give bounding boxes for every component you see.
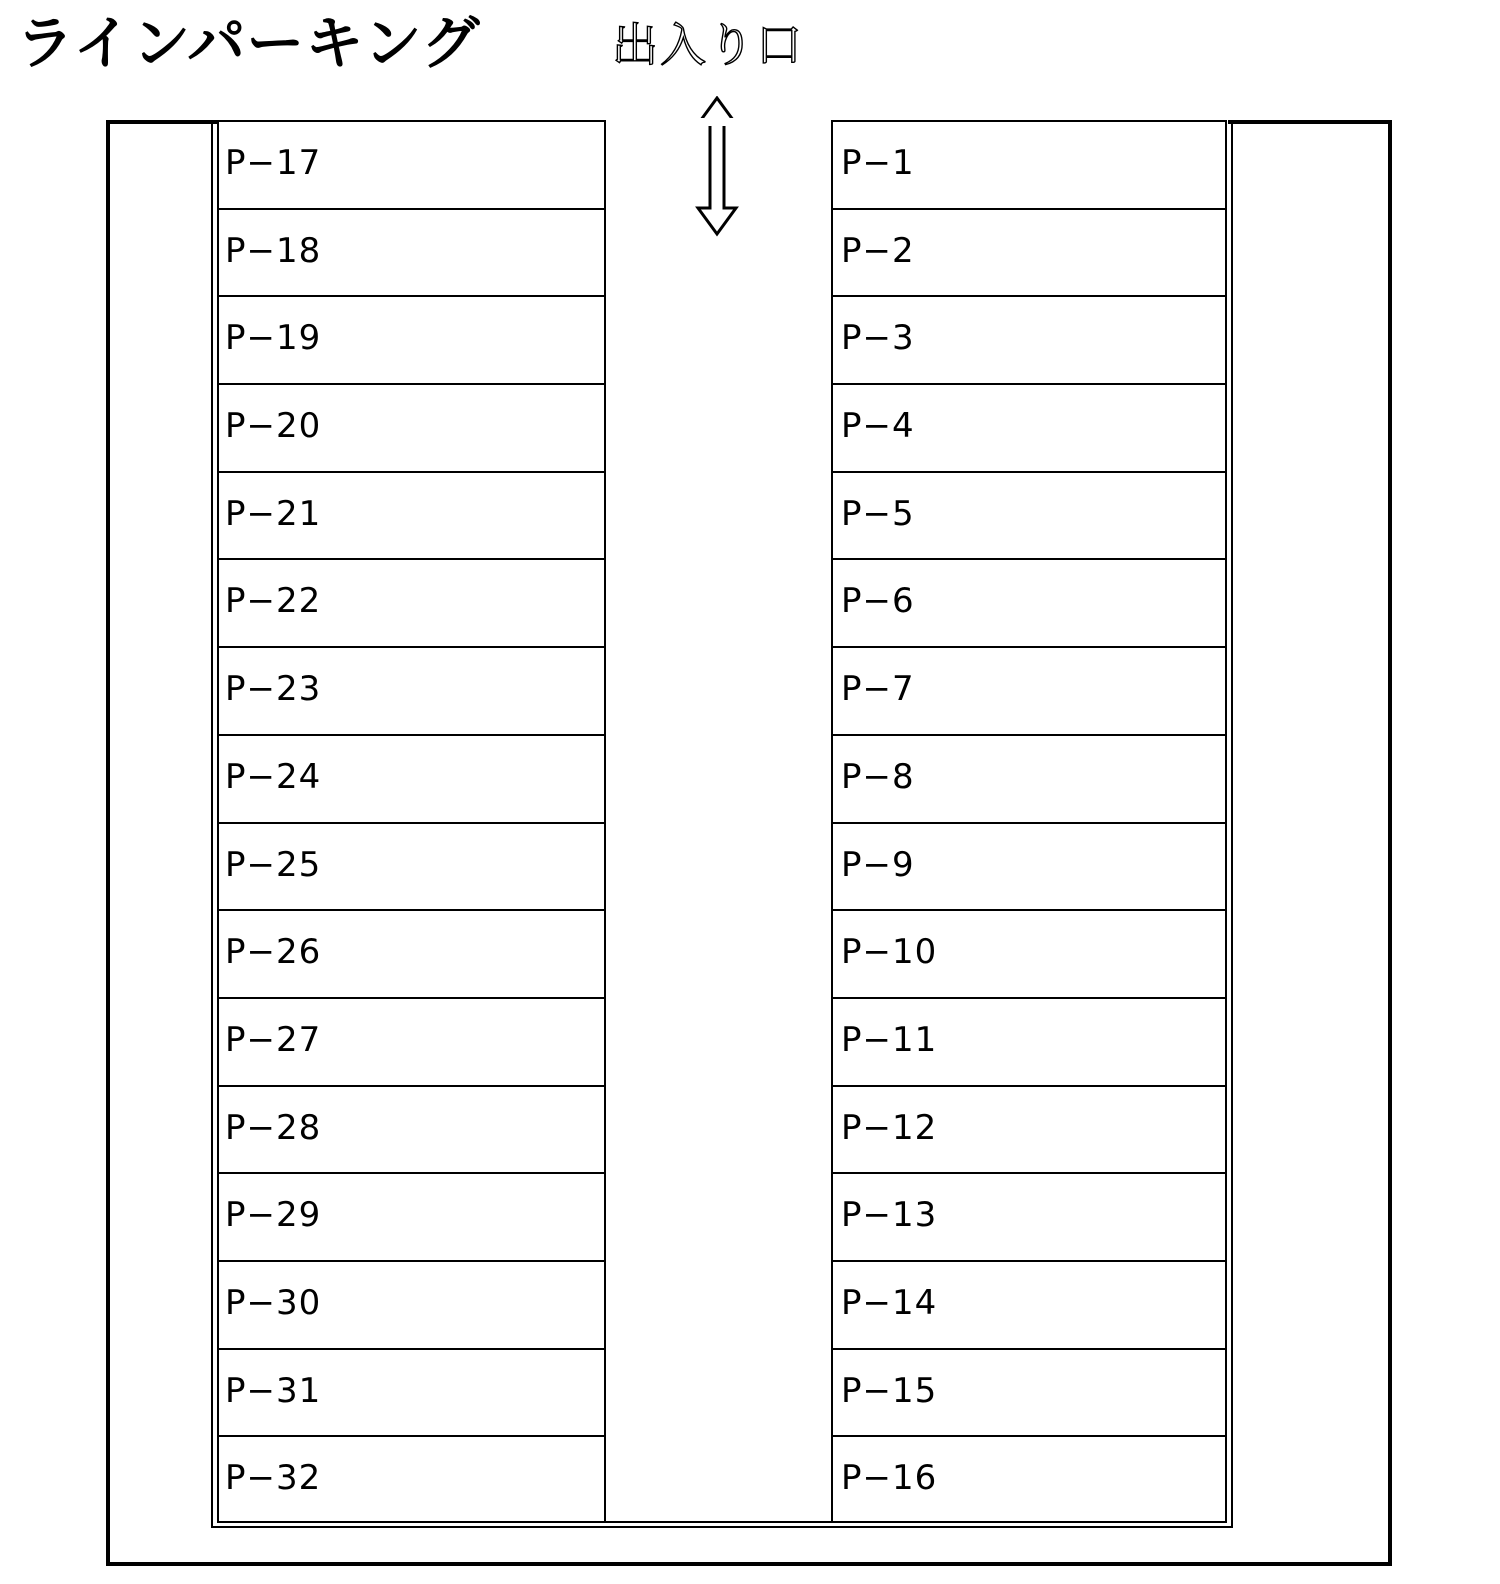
parking-stall[interactable] xyxy=(831,558,1227,646)
parking-stall[interactable] xyxy=(217,208,606,296)
stall-label: P−3 xyxy=(841,318,915,359)
parking-stall[interactable] xyxy=(831,1348,1227,1436)
stall-label: P−9 xyxy=(841,844,915,885)
parking-stall[interactable] xyxy=(217,1260,606,1348)
stall-label: P−27 xyxy=(225,1019,322,1060)
parking-stall[interactable] xyxy=(831,1085,1227,1173)
stall-label: P−6 xyxy=(841,581,915,622)
stall-label: P−20 xyxy=(225,406,322,447)
stall-label: P−29 xyxy=(225,1195,322,1236)
parking-stall[interactable] xyxy=(831,208,1227,296)
parking-stall[interactable] xyxy=(831,734,1227,822)
stall-label: P−13 xyxy=(841,1195,938,1236)
stall-label: P−30 xyxy=(225,1282,322,1323)
right-stall-row xyxy=(831,120,1227,1523)
page-title: ラインパーキング xyxy=(16,9,481,77)
parking-stall[interactable] xyxy=(831,822,1227,910)
parking-stall[interactable] xyxy=(831,1260,1227,1348)
stall-label: P−4 xyxy=(841,406,915,447)
parking-stall[interactable] xyxy=(217,383,606,471)
parking-stall[interactable] xyxy=(217,558,606,646)
parking-stall[interactable] xyxy=(217,909,606,997)
stall-label: P−32 xyxy=(225,1458,322,1499)
stall-label: P−16 xyxy=(841,1458,938,1499)
stall-label: P−26 xyxy=(225,932,322,973)
parking-stall[interactable] xyxy=(217,1085,606,1173)
parking-stall[interactable] xyxy=(831,997,1227,1085)
parking-stall[interactable] xyxy=(217,1435,606,1523)
stall-label: P−17 xyxy=(225,143,322,183)
stall-label: P−14 xyxy=(841,1282,938,1323)
stall-label: P−10 xyxy=(841,932,938,973)
parking-stall[interactable] xyxy=(217,471,606,559)
parking-stall[interactable] xyxy=(831,383,1227,471)
stall-label: P−24 xyxy=(225,756,322,797)
left-stall-row xyxy=(217,120,606,1523)
parking-stall[interactable] xyxy=(217,646,606,734)
stall-label: P−11 xyxy=(841,1019,938,1060)
stall-label: P−7 xyxy=(841,669,915,710)
parking-stall[interactable] xyxy=(831,295,1227,383)
parking-stall[interactable] xyxy=(831,909,1227,997)
parking-stall[interactable] xyxy=(217,822,606,910)
parking-stall[interactable] xyxy=(217,120,606,208)
stall-label: P−28 xyxy=(225,1107,322,1148)
stall-label: P−23 xyxy=(225,669,322,710)
parking-stall[interactable] xyxy=(831,1172,1227,1260)
stall-label: P−25 xyxy=(225,844,322,885)
stall-label: P−22 xyxy=(225,581,322,622)
parking-stall[interactable] xyxy=(217,734,606,822)
parking-stall[interactable] xyxy=(831,120,1227,208)
parking-stall[interactable] xyxy=(217,1172,606,1260)
stall-label: P−18 xyxy=(225,230,322,271)
stall-label: P−8 xyxy=(841,756,915,797)
stall-label: P−5 xyxy=(841,493,915,534)
stall-label: P−19 xyxy=(225,318,322,359)
parking-stall[interactable] xyxy=(217,1348,606,1436)
stall-label: P−21 xyxy=(225,493,322,534)
parking-stall[interactable] xyxy=(831,471,1227,559)
parking-stall[interactable] xyxy=(217,295,606,383)
stall-label: P−31 xyxy=(225,1370,322,1411)
entrance-label: 出入り口 xyxy=(612,18,804,72)
stall-label: P−1 xyxy=(841,143,915,183)
parking-stall[interactable] xyxy=(217,997,606,1085)
parking-stall[interactable] xyxy=(831,1435,1227,1523)
stall-label: P−12 xyxy=(841,1107,938,1148)
parking-stall[interactable] xyxy=(831,646,1227,734)
stall-label: P−15 xyxy=(841,1370,938,1411)
stall-label: P−2 xyxy=(841,230,915,271)
